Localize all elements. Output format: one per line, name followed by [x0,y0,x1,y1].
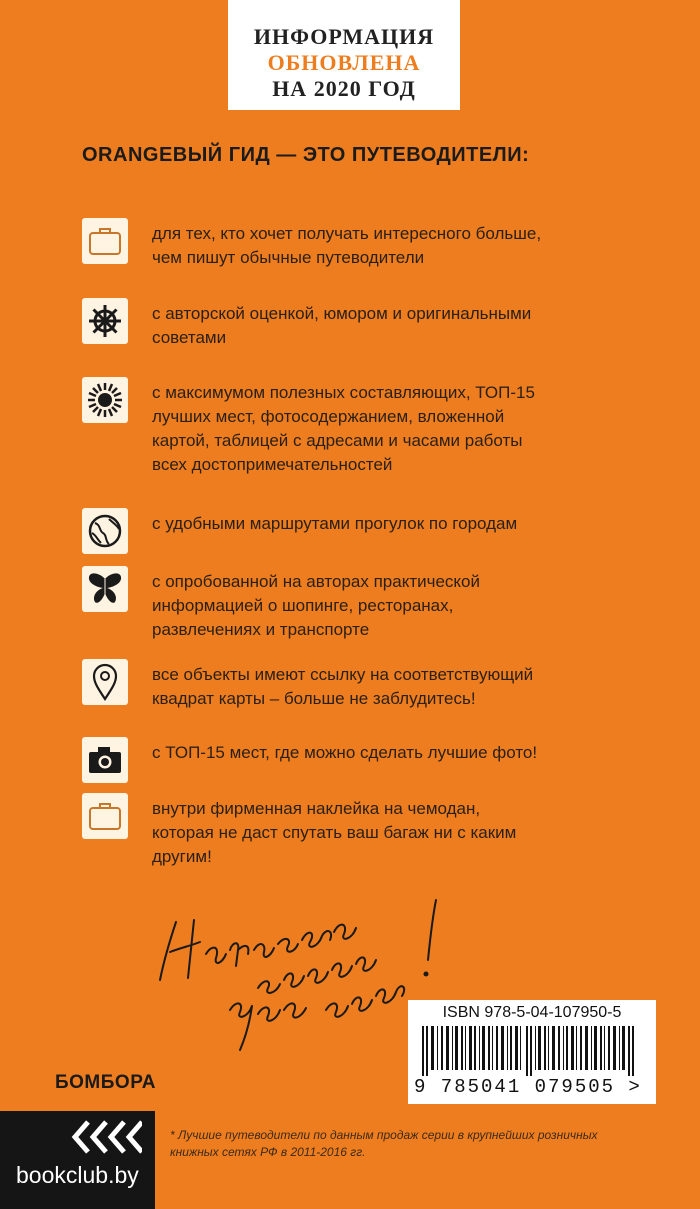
isbn-label: ISBN 978-5-04-107950-5 [442,1004,622,1021]
feature-text: с ТОП-15 мест, где можно сделать лучшие фото! [152,743,538,762]
feature-item [82,741,642,783]
footnote: * Лучшие путеводители по данным продаж серии в крупнейших розничных книжных сетях РФ в 2011-2016 гг. [170,1128,598,1159]
isbn-barcode [408,1000,656,1104]
suitcase-icon [82,793,128,839]
suitcase-icon [82,218,128,264]
chevrons-icon [70,1118,142,1156]
badge-line-1: ИНФОРМАЦИЯ [253,24,435,49]
publisher-logo: БОМБОРА [55,1072,156,1093]
barcode-digits: 9 785041 079505 > [414,1076,642,1098]
feature-text: с авторской оценкой, юмором и оригинальными советами [152,304,532,347]
feature-item [82,222,642,270]
feature-item [82,512,642,554]
feature-text: с удобными маршрутами прогулок по городам [152,514,518,533]
camera-icon [82,737,128,783]
feature-text: для тех, кто хочет получать интересного больше, чем пишут обычные путеводители [152,224,542,267]
butterfly-icon [82,566,128,612]
barcode-bars [418,1026,646,1076]
sun-icon [82,377,128,423]
watermark-text: bookclub.by [16,1162,139,1188]
feature-item [82,381,642,477]
feature-text: с опробованной на авторах практической информацией о шопинге, ресторанах, развлечениях и транспорте [152,572,481,639]
feature-item [82,797,642,869]
globe-icon [82,508,128,554]
badge-line-3: НА 2020 ГОД [272,76,416,101]
badge-line-2: ОБНОВЛЕНА [267,50,421,75]
ship-wheel-icon [82,298,128,344]
feature-text: с максимумом полезных составляющих, ТОП-15 лучших мест, фотосодержанием, вложенной картой, таблицей с адресами и часами работы всех достопримечательностей [152,383,535,474]
feature-text: внутри фирменная наклейка на чемодан, которая не даст спутать ваш багаж ни с каким другим! [152,799,517,866]
feature-item [82,302,642,350]
feature-item [82,663,642,711]
feature-text: все объекты имеют ссылку на соответствующий квадрат карты – больше не заблудитесь! [152,665,534,708]
page-heading: ORANGEВЫЙ ГИД — ЭТО ПУТЕВОДИТЕЛИ: [82,144,530,166]
update-badge [228,0,460,110]
map-pin-icon [82,659,128,705]
feature-item [82,570,642,642]
